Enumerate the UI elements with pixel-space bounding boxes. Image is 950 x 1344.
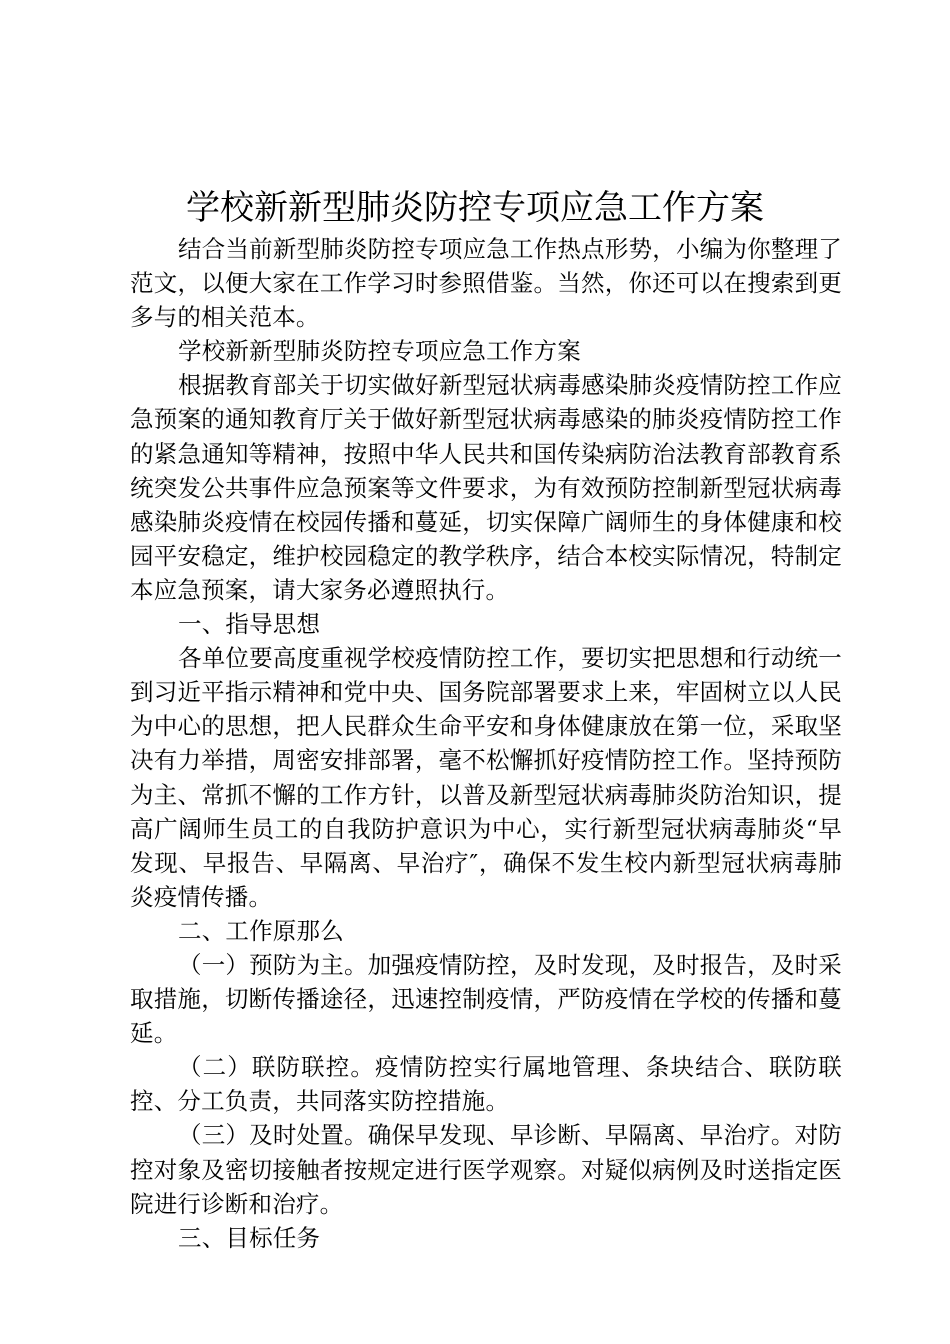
principle-prevention-paragraph: （一）预防为主。加强疫情防控，及时发现，及时报告，及时采取措施，切断传播途径，迅速控制疫情，严防疫情在学校的传播和蔓延。 <box>130 950 842 1048</box>
section-heading-goals-tasks: 三、目标任务 <box>178 1223 321 1252</box>
section-heading-work-principles: 二、工作原那么 <box>178 916 344 945</box>
basis-paragraph: 根据教育部关于切实做好新型冠状病毒感染肺炎疫情防控工作应急预案的通知教育厅关于做好新型冠状病毒感染的肺炎疫情防控工作的紧急通知等精神，按照中华人民共和国传染病防治法教育部教育系统突发公共事件应急预案等文件要求，为有效预防控制新型冠状病毒感染肺炎疫情在校园传播和蔓延，切实保障广阔师生的身体健康和校园平安稳定，维护校园稳定的教学秩序，结合本校实际情况，特制定本应急预案，请大家务必遵照执行。 <box>130 371 842 604</box>
principle-timely-handling-paragraph: （三）及时处置。确保早发现、早诊断、早隔离、早治疗。对防控对象及密切接触者按规定进行医学观察。对疑似病例及时送指定医院进行诊断和治疗。 <box>130 1121 842 1218</box>
guiding-thought-paragraph: 各单位要高度重视学校疫情防控工作，要切实把思想和行动统一到习近平指示精神和党中央、国务院部署要求上来，牢固树立以人民为中心的思想，把人民群众生命平安和身体健康放在第一位，采取坚决有力举措，周密安排部署，毫不松懈抓好疫情防控工作。坚持预防为主、常抓不懈的工作方针，以普及新型冠状病毒肺炎防治知识，提高广阔师生员工的自我防护意识为中心，实行新型冠状病毒肺炎“早发现、早报告、早隔离、早治疗″，确保不发生校内新型冠状病毒肺炎疫情传播。 <box>130 644 842 911</box>
intro-paragraph: 结合当前新型肺炎防控专项应急工作热点形势，小编为你整理了范文，以便大家在工作学习时参照借鉴。当然，你还可以在搜索到更多与的相关范本。 <box>130 235 842 332</box>
principle-joint-control-paragraph: （二）联防联控。疫情防控实行属地管理、条块结合、联防联控、分工负责，共同落实防控措施。 <box>130 1053 842 1116</box>
document-body <box>130 232 842 1255</box>
section-heading-guiding-thought: 一、指导思想 <box>178 610 321 639</box>
subtitle-paragraph: 学校新新型肺炎防控专项应急工作方案 <box>178 337 581 366</box>
document-title: 学校新新型肺炎防控专项应急工作方案 <box>186 188 764 228</box>
